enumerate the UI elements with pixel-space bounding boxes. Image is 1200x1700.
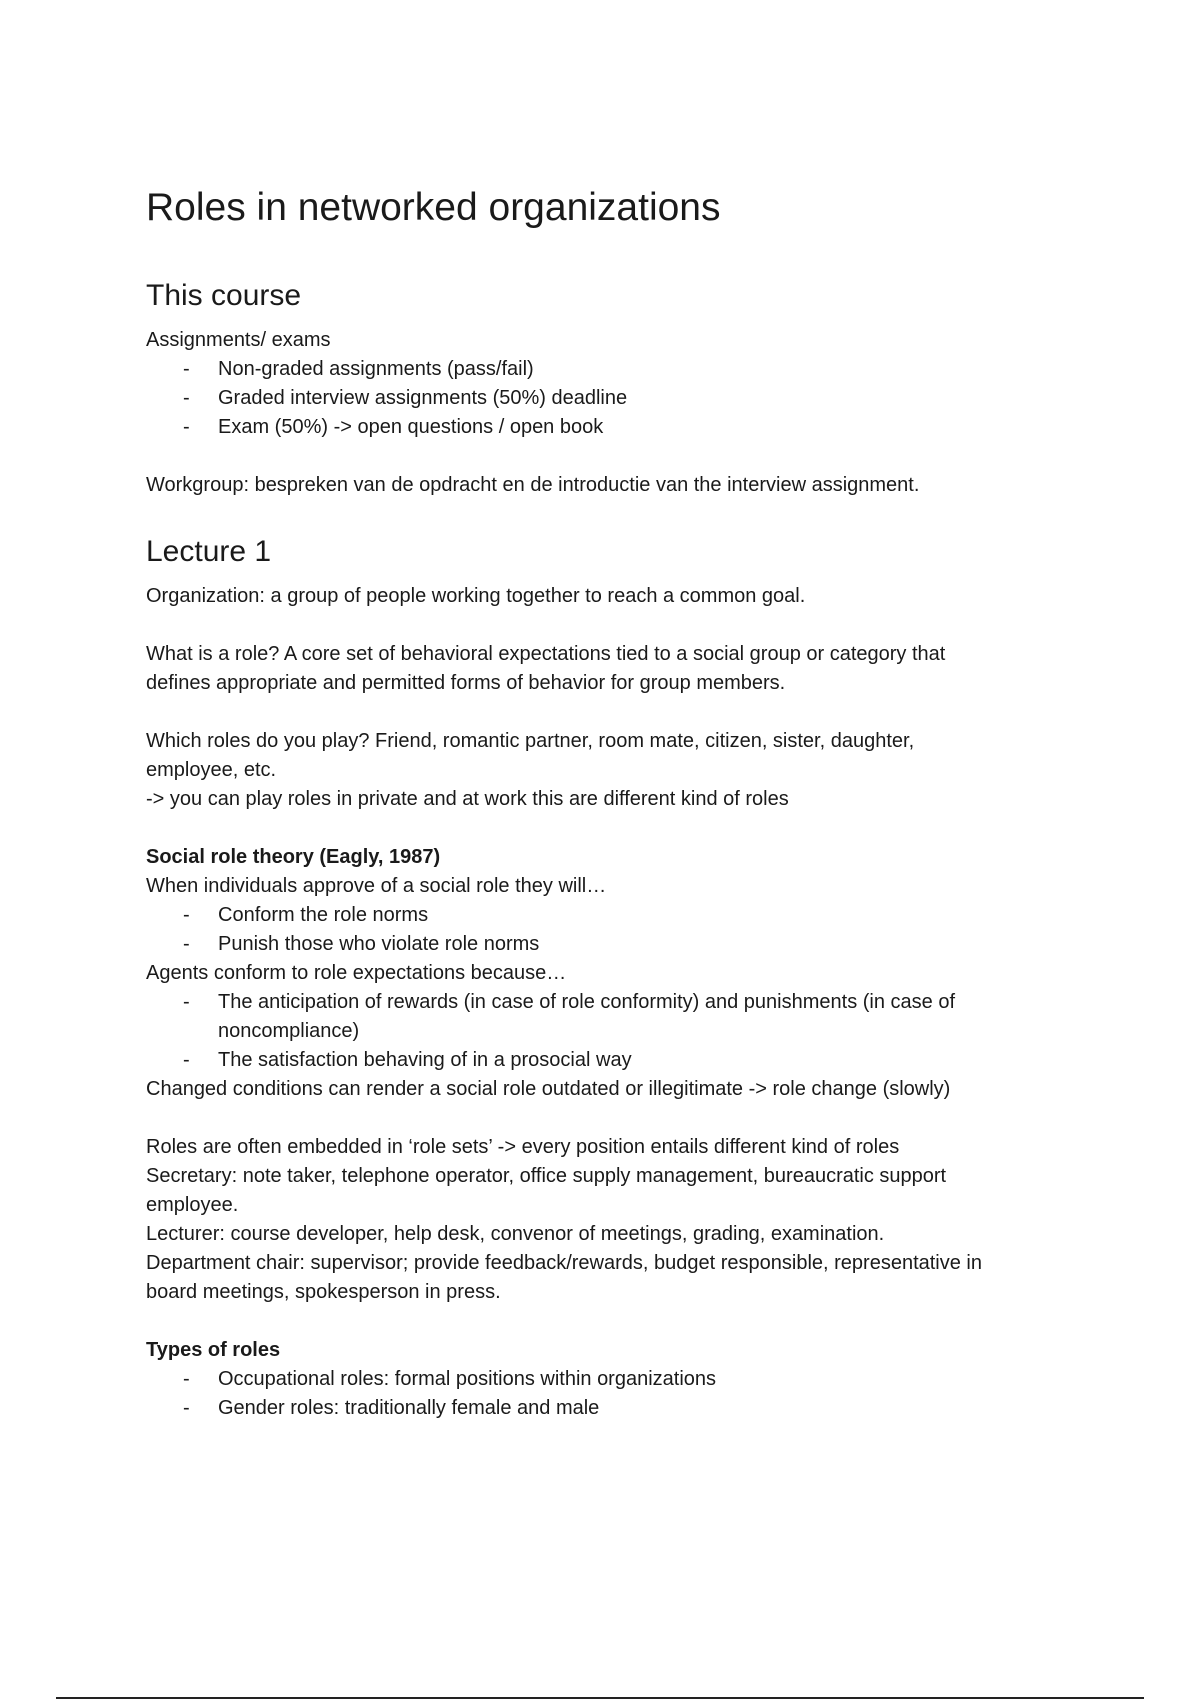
bullet-dash: - [183,933,190,955]
social-role-theory-heading: Social role theory (Eagly, 1987) [146,846,441,868]
page-bottom-rule [56,1697,1144,1699]
bullet-dash: - [183,1049,190,1071]
list-item: - Non-graded assignments (pass/fail) [146,355,1086,384]
role-sets-line-2: Secretary: note taker, telephone operator, office supply management, bureaucratic support [146,1165,947,1187]
assignments-label: Assignments/ exams [146,329,331,351]
agents-list [146,988,1086,1075]
bullet-dash: - [183,904,190,926]
role-sets-line-1: Roles are often embedded in ‘role sets’ -> every position entails different kind of roles [146,1136,900,1158]
list-item: - Gender roles: traditionally female and male [146,1394,1086,1423]
list-item: - The satisfaction behaving of in a prosocial way [146,1046,1086,1075]
bullet-dash: - [183,387,190,409]
list-item: - The anticipation of rewards (in case of role conformity) and punishments (in case of noncompliance) [146,988,1086,1046]
roles-play-line-1: Which roles do you play? Friend, romantic partner, room mate, citizen, sister, daughter, [146,730,915,752]
bullet-dash: - [183,991,190,1013]
bullet-dash: - [183,358,190,380]
bullet-dash: - [183,1397,190,1419]
srt-list [146,901,1086,959]
bullet-dash: - [183,1368,190,1390]
workgroup-text: Workgroup: bespreken van de opdracht en de introductie van the interview assignment. [146,474,920,496]
document-content [146,182,1086,1423]
page-title: Roles in networked organizations [146,186,721,229]
list-item: - Conform the role norms [146,901,1086,930]
role-sets-line-5: Department chair: supervisor; provide feedback/rewards, budget responsible, representative in [146,1252,982,1274]
section-heading-this-course: This course [146,279,302,312]
list-item: - Graded interview assignments (50%) deadline [146,384,1086,413]
list-item: - Exam (50%) -> open questions / open book [146,413,1086,442]
types-of-roles-heading: Types of roles [146,1339,281,1361]
roles-play-line-2: employee, etc. [146,759,277,781]
list-item: - Punish those who violate role norms [146,930,1086,959]
organization-definition: Organization: a group of people working together to reach a common goal. [146,585,806,607]
role-definition-line-1: What is a role? A core set of behavioral expectations tied to a social group or category that [146,643,946,665]
srt-intro: When individuals approve of a social role they will… [146,875,607,897]
roles-play-line-3: -> you can play roles in private and at work this are different kind of roles [146,788,789,810]
role-sets-line-4: Lecturer: course developer, help desk, convenor of meetings, grading, examination. [146,1223,885,1245]
role-sets-line-6: board meetings, spokesperson in press. [146,1281,501,1303]
agents-intro: Agents conform to role expectations because… [146,962,567,984]
role-definition-line-2: defines appropriate and permitted forms of behavior for group members. [146,672,786,694]
section-heading-lecture-1: Lecture 1 [146,535,272,568]
list-item: - Occupational roles: formal positions within organizations [146,1365,1086,1394]
assignments-list [146,355,1086,442]
types-list [146,1365,1086,1423]
bullet-dash: - [183,416,190,438]
role-sets-line-3: employee. [146,1194,239,1216]
changed-conditions: Changed conditions can render a social role outdated or illegitimate -> role change (slowly) [146,1078,951,1100]
